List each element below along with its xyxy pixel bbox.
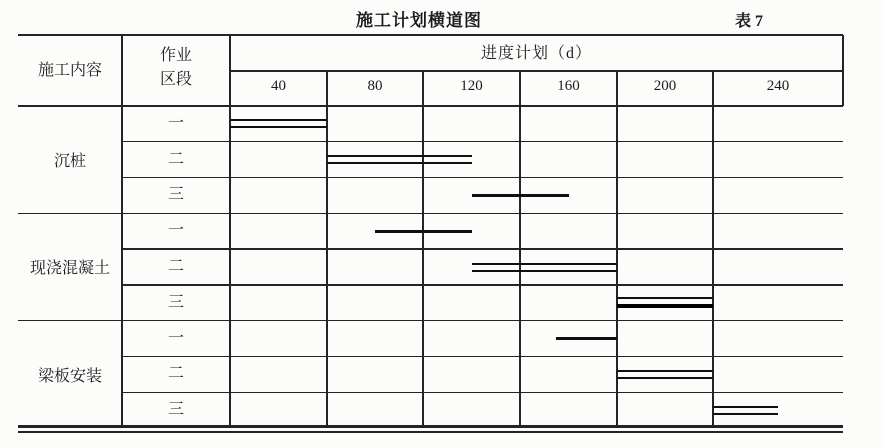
tick-label-240: 240 (766, 78, 790, 94)
gantt-bar-现浇混凝土-二 (472, 263, 618, 272)
section-label-r5: 三 (167, 293, 184, 311)
header-work-section (122, 44, 230, 92)
tick-label-120: 120 (460, 78, 483, 94)
gantt-bar-现浇混凝土-一 (375, 230, 472, 233)
gantt-bar-梁板安装-一 (556, 337, 617, 340)
time-gridline-80 (422, 71, 423, 428)
header-work-section-line2: 区段 (159, 71, 192, 88)
gantt-bar-梁板安装-二 (617, 370, 713, 379)
gantt-bar-梁板安装-三 (713, 406, 778, 415)
section-divider-rule (18, 213, 843, 214)
table-bottom-rule-thick (18, 425, 843, 428)
table-number: 表 7 (734, 13, 763, 30)
header-construction-content: 施工内容 (37, 62, 102, 79)
gantt-bar-沉桩-三 (472, 194, 569, 197)
gantt-bar-现浇混凝土-三 (617, 297, 713, 308)
section-label-r1: 二 (167, 150, 184, 168)
group-label-2: 梁板安装 (37, 367, 102, 385)
table-bottom-rule-thin (18, 431, 843, 433)
header-work-section-line1: 作业 (159, 47, 192, 64)
section-label-r2: 三 (167, 186, 184, 204)
group-label-1: 现浇混凝土 (29, 260, 110, 278)
section-label-r0: 一 (167, 114, 184, 132)
header-right-rule (842, 35, 843, 106)
tick-label-200: 200 (653, 78, 677, 94)
time-gridline-120 (519, 71, 520, 428)
group-label-0: 沉桩 (53, 153, 86, 171)
header-schedule-days: 进度计划（d） (480, 45, 592, 62)
section-label-r8: 三 (167, 401, 184, 419)
chart-title: 施工计划横道图 (356, 11, 482, 30)
section-label-r7: 二 (167, 365, 184, 383)
header-bottom-rule (18, 105, 843, 107)
table-top-rule (18, 34, 843, 36)
tick-label-40: 40 (271, 78, 286, 94)
gantt-bar-沉桩-二 (327, 155, 472, 164)
timeline-header-rule (230, 70, 843, 72)
gantt-bar-沉桩-一 (230, 119, 327, 128)
tick-label-160: 160 (557, 78, 580, 94)
section-label-r4: 二 (167, 258, 184, 275)
tick-label-80: 80 (367, 78, 383, 94)
section-divider-rule (18, 320, 843, 321)
section-label-r6: 一 (167, 329, 184, 347)
section-label-r3: 一 (167, 222, 184, 240)
